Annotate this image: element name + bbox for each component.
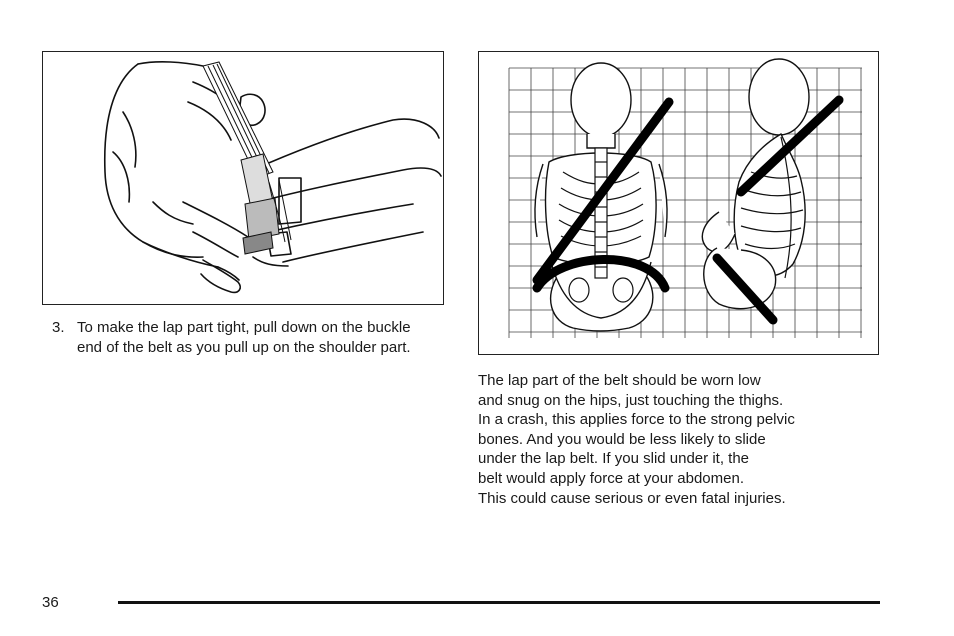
lap-belt-tightening-illustration [42, 51, 444, 305]
seated-person-icon [43, 52, 443, 304]
step-text: To make the lap part tight, pull down on the buckle end of the belt as you pull up on the shoulder part. [77, 319, 411, 356]
page-number: 36 [42, 594, 59, 611]
paragraph-line: and snug on the hips, just touching the thighs. [478, 391, 784, 409]
paragraph-line: In a crash, this applies force to the strong pelvic [478, 411, 795, 429]
footer-rule [118, 601, 880, 604]
paragraph-line: This could cause serious or even fatal injuries. [478, 489, 786, 507]
lap-belt-explanation [478, 371, 878, 508]
paragraph-line: belt would apply force at your abdomen. [478, 469, 744, 487]
step-number: 3. [52, 319, 65, 336]
paragraph-line: under the lap belt. If you slid under it, the [478, 450, 750, 468]
step-3 [52, 318, 432, 357]
skeleton-grid-icon [479, 52, 878, 354]
paragraph-line: bones. And you would be less likely to slide [478, 430, 766, 448]
skeleton-belt-position-illustration [478, 51, 879, 355]
paragraph-line: The lap part of the belt should be worn low [478, 372, 761, 389]
